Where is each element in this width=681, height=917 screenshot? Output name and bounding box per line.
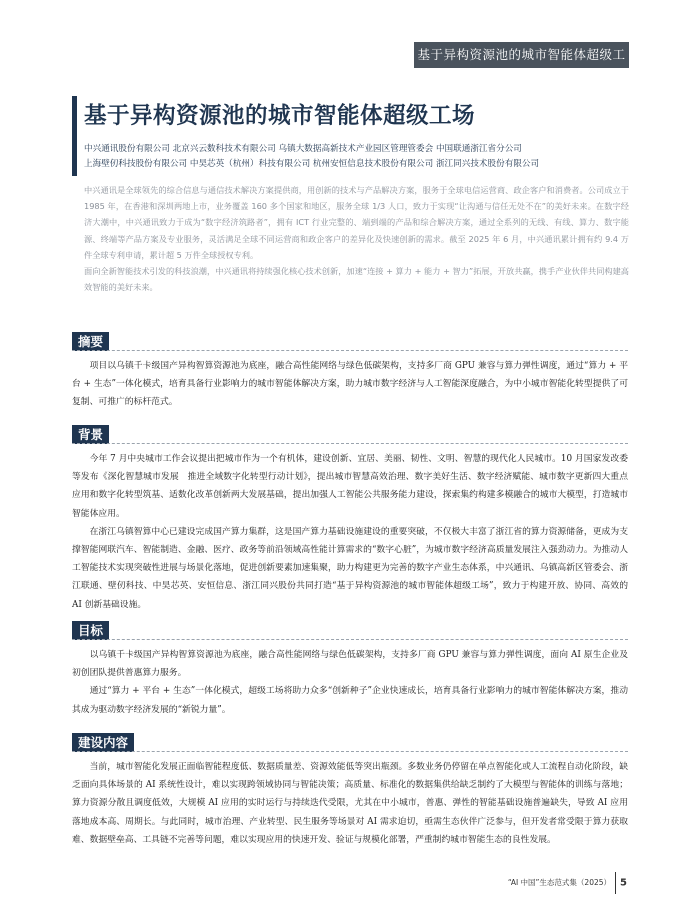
intro-paragraph: 面向全新智能技术引发的科技浪潮，中兴通讯将持续强化核心技术创新，加速“连接 + 算力 + 能力 + 智力”拓展，开放共赢，携手产业伙伴共同构建高效智能的美好未来。 [84,266,629,293]
org-line: 上海壁仞科技股份有限公司 中昊芯英（杭州）科技有限公司 杭州安恒信息技术股份有限公司 浙江同兴技术股份有限公司 [84,159,540,169]
section-tag: 摘要 [72,332,109,351]
section-goal [72,620,632,719]
intro-paragraph: 中兴通讯是全球领先的综合信息与通信技术解决方案提供商，用创新的技术与产品解决方案，服务于全球电信运营商、政企客户和消费者。公司成立于 1985 年，在香港和深圳两地上市，业务覆盖 160 多个国家和地区，服务全球 1/3 人口，致力于实现“让沟通与信任无处不在”的美好未来。在数字经济大潮中，中兴通讯致力于成为“数字经济筑路者”，拥有 ICT 行业完整的、端到端的产品和综合解决方案，通过全系列的无线、有线、算力、数字能源、终端等产品方案及专业服务，灵活满足全球不同运营商和政企客户的差异化及快速创新的需求。截至 2025 年 6 月，中兴通讯累计拥有约 9.4 万件全球专利申请，累计超 5 万件全球授权专利。 [84,185,629,260]
body-paragraph: 通过“算力 + 平台 + 生态”一体化模式，超级工场将助力众多“创新种子”企业快速成长，培育具备行业影响力的城市智能体解决方案，推动其成为驱动数字经济发展的“新锐力量”。 [72,686,628,715]
body-paragraph: 在浙江乌镇智算中心已建设完成国产算力集群，这是国产算力基础设施建设的重要突破，不仅极大丰富了浙江省的算力资源储备，更成为支撑智能网联汽车、智能制造、金融、医疗、政务等前沿领域高性能计算需求的“数字心脏”，为城市数字经济高质量发展注入强劲动力。为推动人工智能技术实现突破性进展与场景化落地，促进创新要素加速集聚，助力构建更为完善的数字产业生态体系，中兴通讯、乌镇高新区管委会、浙江联通、壁仞科技、中昊芯英、安恒信息、浙江同兴股份共同打造“基于异构资源池的城市智能体超级工场”，致力于构建开放、协同、高效的 AI 创新基础设施。 [72,526,628,610]
section-body [72,450,628,614]
body-paragraph: 当前，城市智能化发展正面临智能程度低、数据质量差、资源效能低等突出瓶颈。多数业务仍停留在单点智能化或人工流程自动化阶段，缺乏面向具体场景的 AI 系统性设计，难以实现跨领域协同与智能决策；高质量、标准化的数据集供给缺乏制约了大模型与智能体的训练与落地；算力资源分散且调度低效，大规模 AI 应用的实时运行与持续迭代受限，尤其在中小城市，普惠、弹性的智能基础设施普遍缺失，导致 AI 应用落地成本高、周期长。与此同时，城市治理、产业转型、民生服务等场景对 AI 需求迫切，亟需生态伙伴广泛参与，但开发者常受限于算力获取难、数据壁垒高、工具链不完善等问题，难以实现应用的快速开发、验证与规模化部署，严重制约城市智能生态的良性发展。 [72,762,628,845]
section-body [72,646,628,719]
body-paragraph: 今年 7 月中央城市工作会议提出把城市作为一个有机体，建设创新、宜居、美丽、韧性、文明、智慧的现代化人民城市。10 月国家发改委等发布《深化智慧城市发展 推进全域数字化转型行动计划》，提出城市智慧高效治理、数字美好生活、数字经济赋能、城市数字更新四大重点应用和数字化转型筑基、适数化改革创新两大发展基础，提出加强人工智能公共服务能力建设，探索集约构建多模融合的城市大模型，打造城市智能体应用。 [72,454,628,519]
section-background [72,424,632,614]
section-body [72,357,628,412]
footer-label: “AI 中国”生态范式集（2025） [507,878,612,887]
body-paragraph: 以乌镇千卡级国产异构智算资源池为底座，融合高性能网络与绿色低碳架构，支持多厂商 GPU 兼容与算力弹性调度，面向 AI 原生企业及初创团队提供普惠算力服务。 [72,650,628,679]
section-divider [72,751,628,752]
section-tag: 目标 [72,621,109,640]
section-divider [72,443,628,444]
section-tag: 建设内容 [72,733,134,752]
header-banner: 基于异构资源池的城市智能体超级工场 [414,42,629,68]
organizations [84,142,644,172]
title-accent-bar [72,96,77,176]
page-title: 基于异构资源池的城市智能体超级工场 [84,103,476,129]
page-number: 5 [620,877,627,889]
section-tag: 背景 [72,425,109,444]
section-divider [72,350,628,351]
section-divider [72,639,628,640]
org-line: 中兴通讯股份有限公司 北京兴云数科技术有限公司 乌镇大数据高新技术产业园区管理管委会 中国联通浙江省分公司 [84,144,522,154]
page-footer [508,872,627,894]
body-paragraph: 项目以乌镇千卡级国产异构智算资源池为底座，融合高性能网络与绿色低碳架构，支持多厂商 GPU 兼容与算力弹性调度，通过“算力 + 平台 + 生态”一体化模式，培育具备行业影响力的城市智能体解决方案，助力城市数字经济与人工智能深度融合，为中小城市智能化转型提供了可复制、可推广的标杆范式。 [72,361,628,408]
section-content [72,732,632,849]
company-intro [84,182,629,295]
section-abstract [72,331,632,412]
section-body [72,758,628,849]
footer-divider [615,872,616,894]
